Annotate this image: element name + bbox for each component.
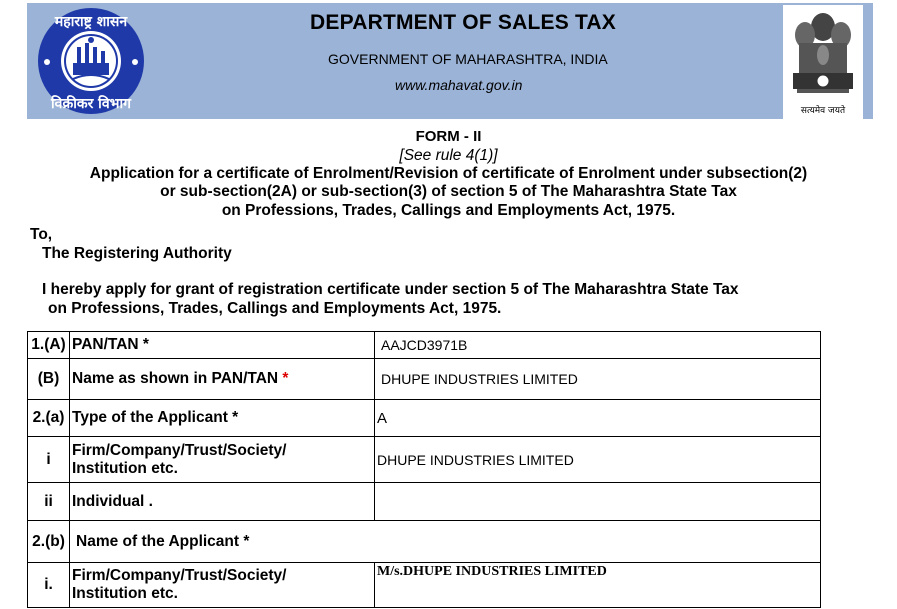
form-name: FORM - II — [415, 128, 482, 145]
table-row — [28, 437, 821, 483]
form-heading-line1: Application for a certificate of Enrolment/Revision of certificate of Enrolment under subsection(2) — [89, 165, 808, 182]
sales-tax-logo — [35, 7, 147, 115]
table-row — [28, 521, 821, 563]
firm-company-field[interactable]: DHUPE INDUSTRIES LIMITED — [375, 437, 821, 483]
name-in-pan-field[interactable]: DHUPE INDUSTRIES LIMITED — [375, 359, 821, 400]
emblem-caption: सत्यमेव जयते — [800, 106, 846, 116]
field-label: Firm/Company/Trust/Society/ Institution etc. — [70, 563, 375, 608]
logo-text-top: महाराष्ट्र शासन — [54, 14, 128, 30]
row-number: i — [28, 437, 70, 483]
applicant-name-field[interactable]: M/s.DHUPE INDUSTRIES LIMITED — [375, 563, 821, 608]
field-label: Name as shown in PAN/TAN * — [70, 359, 375, 400]
applicant-type-field[interactable]: A — [375, 400, 821, 437]
row-number: (B) — [28, 359, 70, 400]
table-row — [28, 400, 821, 437]
table-row — [28, 359, 821, 400]
row-number: 1.(A) — [28, 332, 70, 359]
table-row — [28, 483, 821, 521]
individual-field[interactable] — [375, 483, 821, 521]
field-label: Individual . — [70, 483, 375, 521]
declaration-line2: on Professions, Trades, Callings and Employments Act, 1975. — [48, 300, 502, 317]
registering-authority: The Registering Authority — [42, 245, 232, 262]
table-row — [28, 332, 821, 359]
required-star: * — [278, 370, 289, 387]
national-emblem — [783, 5, 863, 119]
row-number: i. — [28, 563, 70, 608]
application-form-table — [27, 331, 821, 608]
field-label: Type of the Applicant * — [70, 400, 375, 437]
form-heading-line2: or sub-section(2A) or sub-section(3) of section 5 of The Maharashtra State Tax — [160, 183, 737, 200]
form-heading-line3: on Professions, Trades, Callings and Employments Act, 1975. — [221, 202, 676, 219]
government-subtitle: GOVERNMENT OF MAHARASHTRA, INDIA — [328, 51, 608, 67]
row-number: 2.(a) — [28, 400, 70, 437]
form-rule: [See rule 4(1)] — [399, 147, 498, 164]
field-label: PAN/TAN * — [70, 332, 375, 359]
table-row — [28, 563, 821, 608]
declaration-line1: I hereby apply for grant of registration certificate under section 5 of The Maharashtra State Tax — [42, 281, 739, 298]
field-label: Firm/Company/Trust/Society/ Institution etc. — [70, 437, 375, 483]
to-label: To, — [30, 226, 53, 243]
logo-text-bottom: विक्रीकर विभाग — [51, 96, 131, 112]
row-number: 2.(b) — [28, 521, 70, 563]
row-number: ii — [28, 483, 70, 521]
pan-tan-field[interactable]: AAJCD3971B — [375, 332, 821, 359]
department-title: DEPARTMENT OF SALES TAX — [310, 11, 616, 34]
section-label: Name of the Applicant * — [70, 521, 821, 563]
website-link[interactable]: www.mahavat.gov.in — [395, 77, 523, 93]
